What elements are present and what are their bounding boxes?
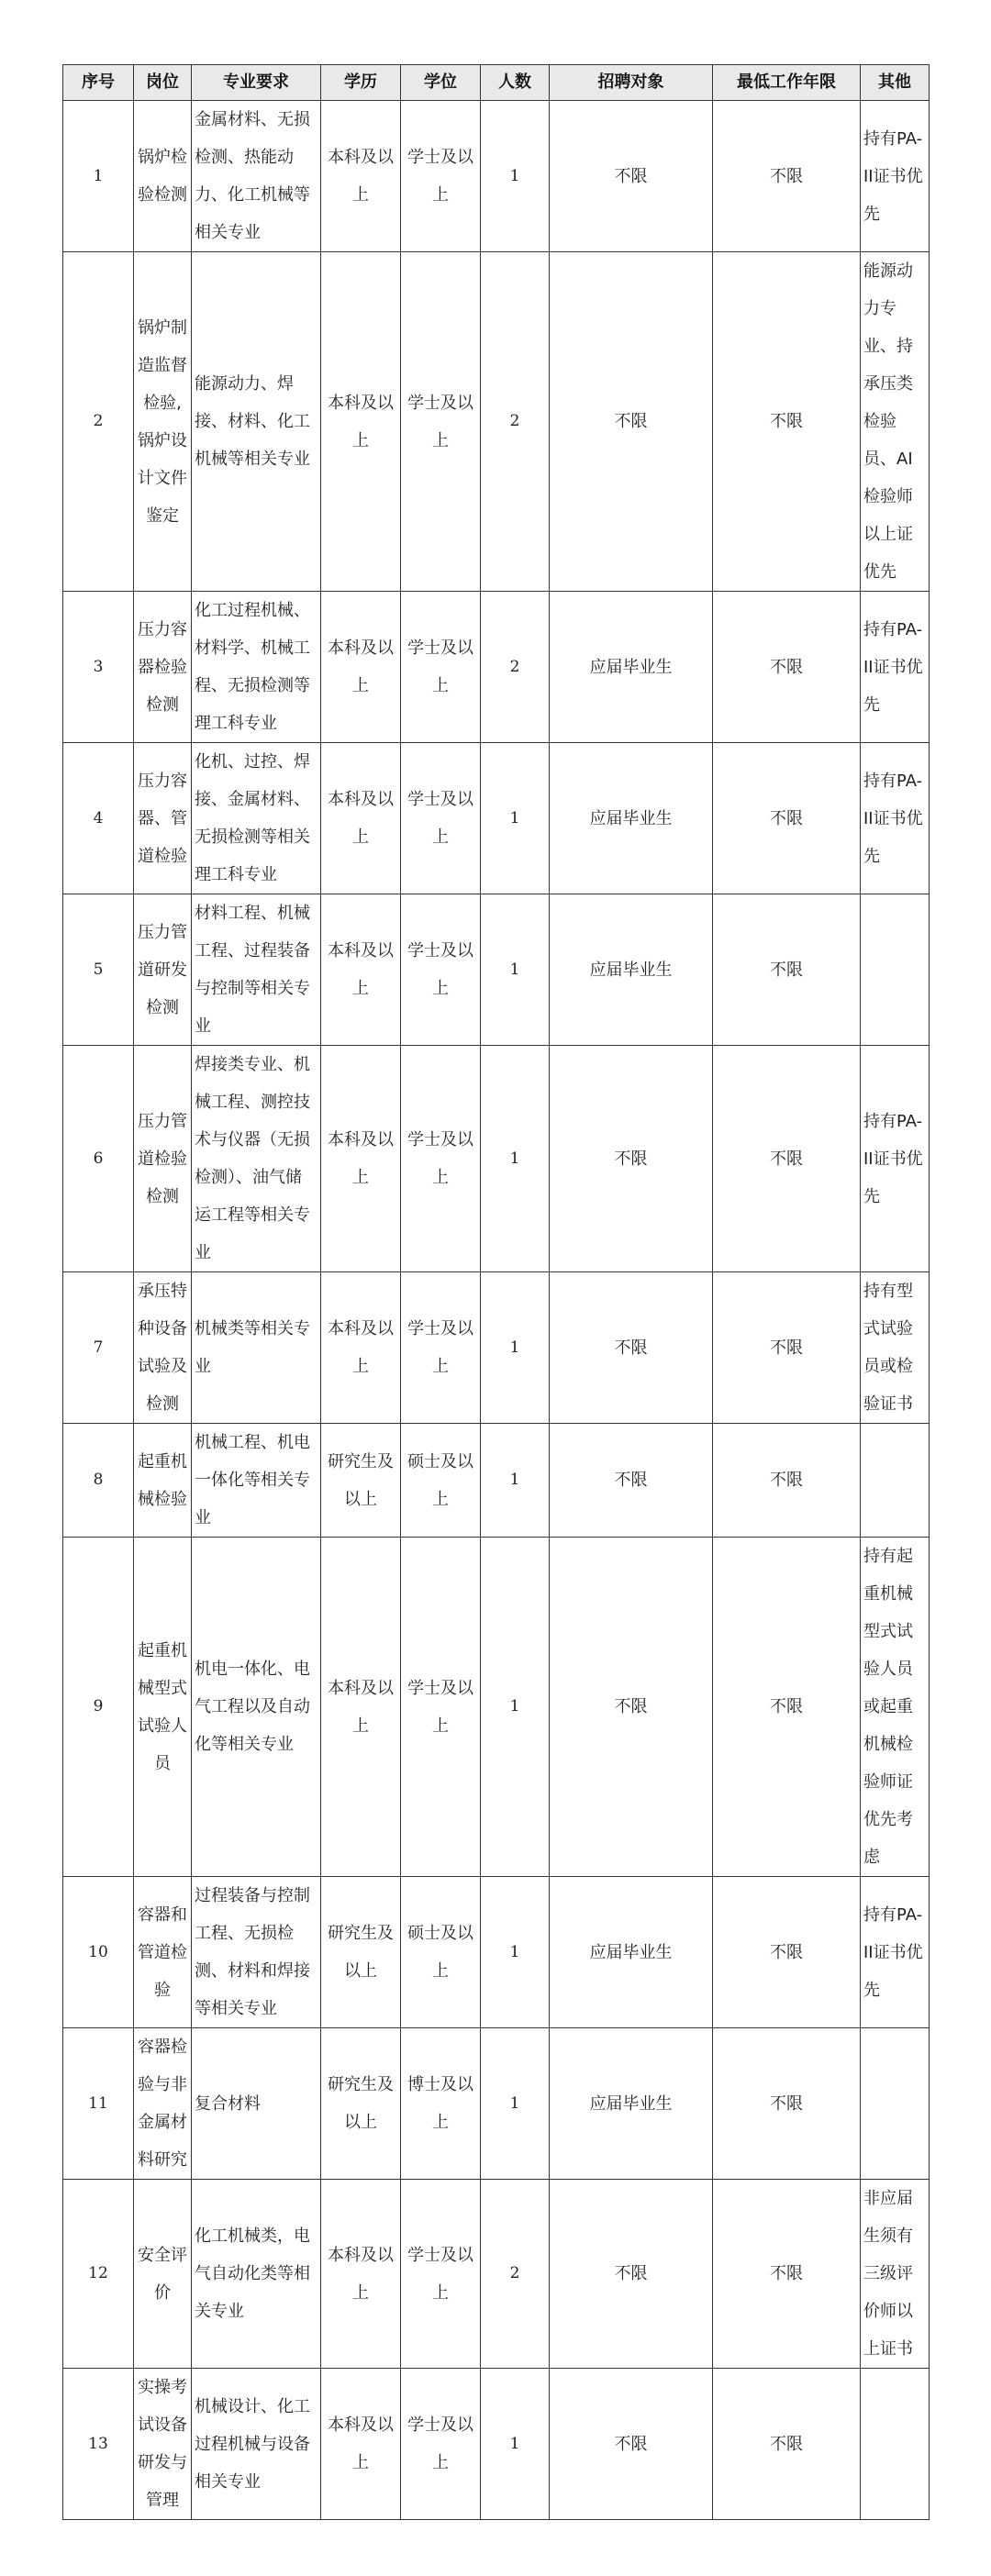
table-row [63, 1538, 930, 1877]
cell-degree: 学士及以上 [401, 1046, 481, 1272]
cell-degree: 学士及以上 [401, 252, 481, 592]
cell-post: 锅炉检验检测 [134, 101, 192, 252]
cell-years: 不限 [713, 101, 861, 252]
cell-post: 压力管道研发检测 [134, 894, 192, 1046]
recruitment-table [62, 64, 930, 2520]
cell-major: 机电一体化、电气工程以及自动化等相关专业 [192, 1538, 321, 1877]
cell-no: 3 [63, 592, 134, 743]
table-row [63, 252, 930, 592]
cell-target: 不限 [550, 252, 713, 592]
cell-no: 10 [63, 1877, 134, 2028]
cell-count: 2 [481, 592, 550, 743]
cell-major: 金属材料、无损检测、热能动力、化工机械等相关专业 [192, 101, 321, 252]
cell-edu: 研究生及以上 [321, 2028, 401, 2180]
cell-edu: 本科及以上 [321, 1272, 401, 1424]
cell-count: 1 [481, 2028, 550, 2180]
cell-post: 起重机械检验 [134, 1424, 192, 1538]
cell-years: 不限 [713, 894, 861, 1046]
cell-no: 4 [63, 743, 134, 894]
cell-years: 不限 [713, 592, 861, 743]
cell-count: 1 [481, 743, 550, 894]
header-cell: 岗位 [134, 65, 192, 101]
cell-count: 1 [481, 1046, 550, 1272]
table-row [63, 894, 930, 1046]
cell-degree: 学士及以上 [401, 2369, 481, 2520]
cell-other: 持有PA-II证书优先 [861, 743, 930, 894]
header-cell: 人数 [481, 65, 550, 101]
table-row [63, 1272, 930, 1424]
cell-years: 不限 [713, 2180, 861, 2369]
table-row [63, 1877, 930, 2028]
cell-degree: 学士及以上 [401, 894, 481, 1046]
cell-other [861, 2369, 930, 2520]
cell-years: 不限 [713, 1538, 861, 1877]
header-cell: 学历 [321, 65, 401, 101]
cell-other: 持有PA-II证书优先 [861, 592, 930, 743]
cell-target: 不限 [550, 1046, 713, 1272]
cell-other [861, 894, 930, 1046]
cell-target: 应届毕业生 [550, 2028, 713, 2180]
cell-major: 化工机械类，电气自动化类等相关专业 [192, 2180, 321, 2369]
cell-target: 不限 [550, 2180, 713, 2369]
table-row [63, 2369, 930, 2520]
cell-edu: 本科及以上 [321, 2369, 401, 2520]
cell-count: 2 [481, 252, 550, 592]
cell-major: 机械设计、化工过程机械与设备相关专业 [192, 2369, 321, 2520]
header-cell: 序号 [63, 65, 134, 101]
cell-no: 13 [63, 2369, 134, 2520]
cell-major: 材料工程、机械工程、过程装备与控制等相关专业 [192, 894, 321, 1046]
cell-years: 不限 [713, 743, 861, 894]
cell-post: 承压特种设备试验及检测 [134, 1272, 192, 1424]
cell-years: 不限 [713, 2028, 861, 2180]
cell-count: 1 [481, 894, 550, 1046]
cell-other: 持有PA-II证书优先 [861, 1877, 930, 2028]
table-row [63, 2180, 930, 2369]
cell-count: 1 [481, 1272, 550, 1424]
cell-target: 不限 [550, 1538, 713, 1877]
cell-years: 不限 [713, 1046, 861, 1272]
cell-post: 安全评价 [134, 2180, 192, 2369]
cell-post: 起重机械型式试验人员 [134, 1538, 192, 1877]
cell-edu: 研究生及以上 [321, 1877, 401, 2028]
cell-major: 机械工程、机电一体化等相关专业 [192, 1424, 321, 1538]
cell-degree: 学士及以上 [401, 743, 481, 894]
cell-other: 持有PA-II证书优先 [861, 101, 930, 252]
cell-target: 应届毕业生 [550, 1877, 713, 2028]
table-row [63, 743, 930, 894]
cell-degree: 学士及以上 [401, 592, 481, 743]
cell-target: 应届毕业生 [550, 743, 713, 894]
header-cell: 其他 [861, 65, 930, 101]
cell-other: 持有起重机械型式试验人员或起重机械检验师证优先考虑 [861, 1538, 930, 1877]
cell-edu: 本科及以上 [321, 1046, 401, 1272]
cell-no: 11 [63, 2028, 134, 2180]
cell-no: 1 [63, 101, 134, 252]
cell-other [861, 2028, 930, 2180]
cell-other: 能源动力专业、持承压类检验员、AI检验师以上证优先 [861, 252, 930, 592]
cell-target: 应届毕业生 [550, 894, 713, 1046]
table-body [63, 101, 930, 2520]
cell-other: 持有型式试验员或检验证书 [861, 1272, 930, 1424]
cell-major: 能源动力、焊接、材料、化工机械等相关专业 [192, 252, 321, 592]
cell-degree: 学士及以上 [401, 2180, 481, 2369]
cell-no: 6 [63, 1046, 134, 1272]
cell-degree: 博士及以上 [401, 2028, 481, 2180]
cell-edu: 研究生及以上 [321, 1424, 401, 1538]
cell-edu: 本科及以上 [321, 592, 401, 743]
cell-post: 压力容器、管道检验 [134, 743, 192, 894]
table-row [63, 1424, 930, 1538]
cell-target: 不限 [550, 2369, 713, 2520]
cell-no: 7 [63, 1272, 134, 1424]
table-row [63, 592, 930, 743]
cell-target: 不限 [550, 1424, 713, 1538]
cell-post: 压力容器检验检测 [134, 592, 192, 743]
cell-edu: 本科及以上 [321, 894, 401, 1046]
cell-major: 机械类等相关专业 [192, 1272, 321, 1424]
header-row [63, 65, 930, 101]
cell-edu: 本科及以上 [321, 101, 401, 252]
cell-no: 9 [63, 1538, 134, 1877]
cell-count: 1 [481, 1877, 550, 2028]
cell-degree: 学士及以上 [401, 101, 481, 252]
cell-major: 复合材料 [192, 2028, 321, 2180]
cell-post: 容器检验与非金属材料研究 [134, 2028, 192, 2180]
header-cell: 最低工作年限 [713, 65, 861, 101]
cell-degree: 硕士及以上 [401, 1424, 481, 1538]
cell-years: 不限 [713, 1424, 861, 1538]
cell-major: 焊接类专业、机械工程、测控技术与仪器（无损检测）、油气储运工程等相关专业 [192, 1046, 321, 1272]
cell-major: 化机、过控、焊接、金属材料、无损检测等相关理工科专业 [192, 743, 321, 894]
cell-years: 不限 [713, 252, 861, 592]
cell-years: 不限 [713, 1877, 861, 2028]
cell-major: 化工过程机械、材料学、机械工程、无损检测等理工科专业 [192, 592, 321, 743]
table-row [63, 101, 930, 252]
cell-no: 8 [63, 1424, 134, 1538]
cell-degree: 学士及以上 [401, 1538, 481, 1877]
cell-other: 非应届生须有三级评价师以上证书 [861, 2180, 930, 2369]
cell-edu: 本科及以上 [321, 743, 401, 894]
cell-no: 5 [63, 894, 134, 1046]
cell-count: 2 [481, 2180, 550, 2369]
cell-degree: 学士及以上 [401, 1272, 481, 1424]
cell-count: 1 [481, 1538, 550, 1877]
cell-post: 压力管道检验检测 [134, 1046, 192, 1272]
cell-post: 锅炉制造监督检验,锅炉设计文件鉴定 [134, 252, 192, 592]
table-row [63, 2028, 930, 2180]
cell-years: 不限 [713, 1272, 861, 1424]
cell-count: 1 [481, 2369, 550, 2520]
cell-target: 不限 [550, 101, 713, 252]
cell-degree: 硕士及以上 [401, 1877, 481, 2028]
cell-other: 持有PA-II证书优先 [861, 1046, 930, 1272]
cell-no: 12 [63, 2180, 134, 2369]
cell-count: 1 [481, 1424, 550, 1538]
cell-edu: 本科及以上 [321, 252, 401, 592]
cell-major: 过程装备与控制工程、无损检测、材料和焊接等相关专业 [192, 1877, 321, 2028]
header-cell: 招聘对象 [550, 65, 713, 101]
cell-no: 2 [63, 252, 134, 592]
cell-post: 容器和管道检验 [134, 1877, 192, 2028]
cell-other [861, 1424, 930, 1538]
cell-edu: 本科及以上 [321, 1538, 401, 1877]
cell-post: 实操考试设备研发与管理 [134, 2369, 192, 2520]
cell-edu: 本科及以上 [321, 2180, 401, 2369]
cell-target: 不限 [550, 1272, 713, 1424]
cell-target: 应届毕业生 [550, 592, 713, 743]
header-cell: 专业要求 [192, 65, 321, 101]
cell-count: 1 [481, 101, 550, 252]
header-cell: 学位 [401, 65, 481, 101]
cell-years: 不限 [713, 2369, 861, 2520]
recruitment-table-container [62, 64, 929, 2520]
table-row [63, 1046, 930, 1272]
